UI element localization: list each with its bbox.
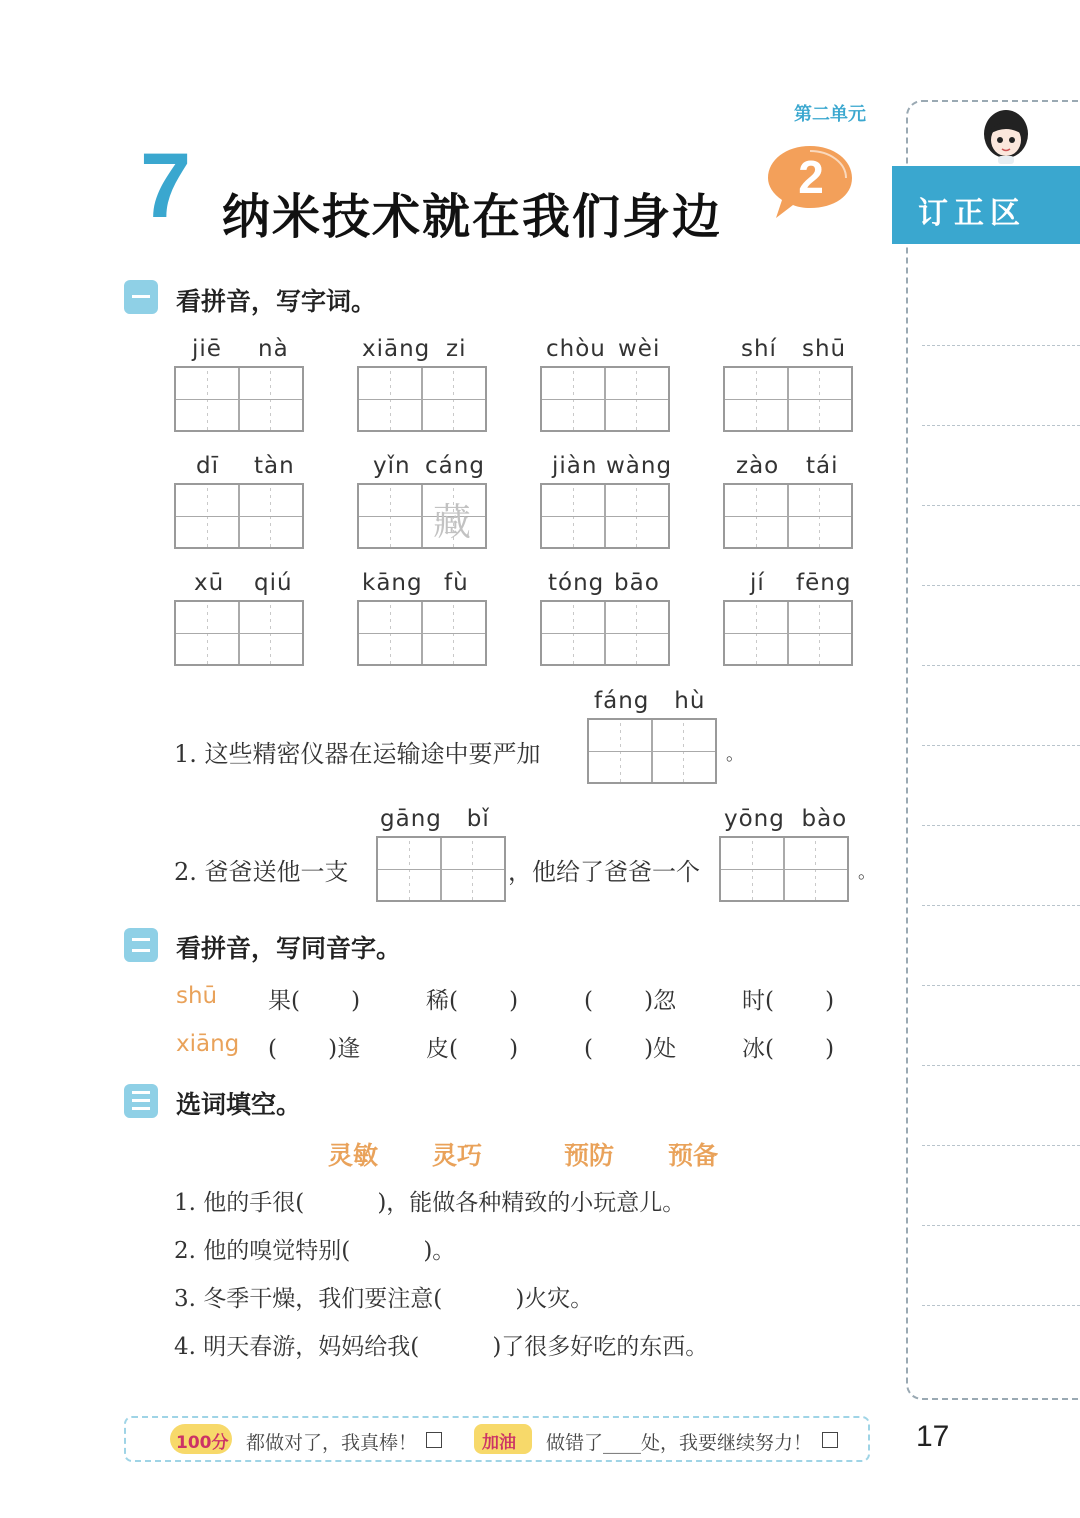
full-score-text: 都做对了，我真棒！ — [246, 1432, 418, 1454]
pinyin-label: shū — [802, 336, 847, 362]
writing-grid[interactable] — [174, 483, 304, 549]
pinyin-label: qiú — [254, 570, 293, 596]
word-choice: 灵巧 — [432, 1141, 483, 1170]
homophone-item[interactable]: 冰( ) — [742, 1036, 835, 1062]
writing-grid[interactable] — [376, 836, 506, 902]
writing-grid[interactable] — [357, 600, 487, 666]
pinyin-label: jí — [750, 570, 765, 596]
homophone-item[interactable]: 果( ) — [268, 988, 361, 1014]
full-score-tag: 100分 — [176, 1433, 229, 1453]
pinyin-label: cáng — [425, 453, 485, 479]
sentence-end: 。 — [858, 862, 876, 883]
sentence-end: 。 — [726, 744, 744, 765]
pinyin-label: wèi — [618, 336, 661, 362]
correction-line — [922, 665, 1080, 666]
pinyin-label: tóng — [548, 570, 605, 596]
writing-grid[interactable] — [719, 836, 849, 902]
section-one-title: 看拼音，写字词。 — [176, 287, 377, 316]
correction-line — [922, 1225, 1080, 1226]
full-score-checkbox[interactable] — [426, 1432, 442, 1448]
sentence-two: 2. 爸爸送他一支 — [174, 858, 349, 886]
writing-grid[interactable] — [540, 366, 670, 432]
pinyin-label: shí — [741, 336, 777, 362]
fill-blank-item[interactable]: 3. 冬季干燥，我们要注意( )火灾。 — [174, 1286, 594, 1312]
writing-grid[interactable] — [357, 366, 487, 432]
unit-label: 第二单元 — [794, 104, 866, 125]
pinyin-prompt: xiāng — [176, 1031, 240, 1057]
correction-line — [922, 425, 1080, 426]
correction-line — [922, 1145, 1080, 1146]
homophone-item[interactable]: 稀( ) — [426, 988, 519, 1014]
word-choice: 预备 — [668, 1141, 719, 1170]
section-three-title: 选词填空。 — [176, 1090, 302, 1119]
word-choice: 灵敏 — [328, 1141, 379, 1170]
pinyin-label: dī — [196, 453, 219, 479]
pinyin-prompt: shū — [176, 983, 218, 1009]
correction-line — [922, 985, 1080, 986]
cheer-text: 做错了____处，我要继续努力！ — [546, 1432, 813, 1454]
pinyin-label: gāng bǐ — [380, 806, 490, 832]
writing-grid[interactable] — [174, 366, 304, 432]
writing-grid[interactable] — [723, 366, 853, 432]
pinyin-label: zi — [446, 336, 467, 362]
fill-blank-item[interactable]: 1. 他的手很( )，能做各种精致的小玩意儿。 — [174, 1190, 686, 1216]
correction-line — [922, 1305, 1080, 1306]
correction-line — [922, 345, 1080, 346]
cheer-checkbox[interactable] — [822, 1432, 838, 1448]
pinyin-label: fù — [444, 570, 469, 596]
pinyin-label: tàn — [254, 453, 295, 479]
writing-grid[interactable] — [540, 483, 670, 549]
writing-grid[interactable] — [723, 600, 853, 666]
pinyin-label: xiāng — [362, 336, 431, 362]
section-two-badge — [124, 928, 158, 962]
pinyin-label: fáng hù — [594, 688, 706, 714]
pinyin-label: nà — [258, 336, 289, 362]
pinyin-label: chòu — [546, 336, 606, 362]
writing-grid[interactable] — [723, 483, 853, 549]
homophone-item[interactable]: ( )逢 — [268, 1036, 361, 1062]
writing-grid[interactable] — [540, 600, 670, 666]
lesson-title: 纳米技术就在我们身边 — [222, 189, 723, 245]
hint-character: 藏 — [433, 500, 472, 544]
pinyin-label: jiàn — [552, 453, 598, 479]
word-choice: 预防 — [564, 1141, 615, 1170]
sentence-one: 1. 这些精密仪器在运输途中要严加 — [174, 740, 541, 768]
section-one-badge — [124, 280, 158, 314]
correction-line — [922, 745, 1080, 746]
pinyin-label: bāo — [614, 570, 660, 596]
writing-grid[interactable] — [587, 718, 717, 784]
pinyin-label: jiē — [192, 336, 222, 362]
fill-blank-item[interactable]: 4. 明天春游，妈妈给我( )了很多好吃的东西。 — [174, 1334, 709, 1360]
pinyin-label: fēng — [796, 570, 852, 596]
homophone-item[interactable]: 皮( ) — [426, 1036, 519, 1062]
lesson-number: 7 — [140, 135, 192, 237]
homophone-item[interactable]: ( )处 — [584, 1036, 677, 1062]
writing-grid[interactable] — [357, 483, 487, 549]
pinyin-label: xū — [194, 570, 225, 596]
pinyin-label: yōng bào — [724, 806, 848, 832]
correction-title: 订正区 — [918, 196, 1026, 231]
correction-line — [922, 505, 1080, 506]
girl-avatar-icon — [980, 108, 1032, 166]
pinyin-label: tái — [806, 453, 839, 479]
correction-line — [922, 905, 1080, 906]
cheer-tag: 加油 — [482, 1433, 516, 1453]
pinyin-label: zào — [736, 453, 780, 479]
homophone-item[interactable]: 时( ) — [742, 988, 835, 1014]
pinyin-label: wàng — [606, 453, 673, 479]
badge-number: 2 — [798, 151, 824, 203]
pinyin-label: yǐn — [373, 453, 411, 479]
correction-area[interactable] — [906, 100, 1080, 1400]
correction-line — [922, 825, 1080, 826]
sentence-two-middle: ，他给了爸爸一个 — [508, 858, 700, 886]
correction-line — [922, 1065, 1080, 1066]
correction-line — [922, 585, 1080, 586]
page-number: 17 — [916, 1420, 950, 1453]
section-two-title: 看拼音，写同音字。 — [176, 934, 402, 963]
writing-grid[interactable] — [174, 600, 304, 666]
fill-blank-item[interactable]: 2. 他的嗅觉特别( )。 — [174, 1238, 456, 1264]
pinyin-label: kāng — [362, 570, 423, 596]
homophone-item[interactable]: ( )忽 — [584, 988, 677, 1014]
section-three-badge — [124, 1084, 158, 1118]
